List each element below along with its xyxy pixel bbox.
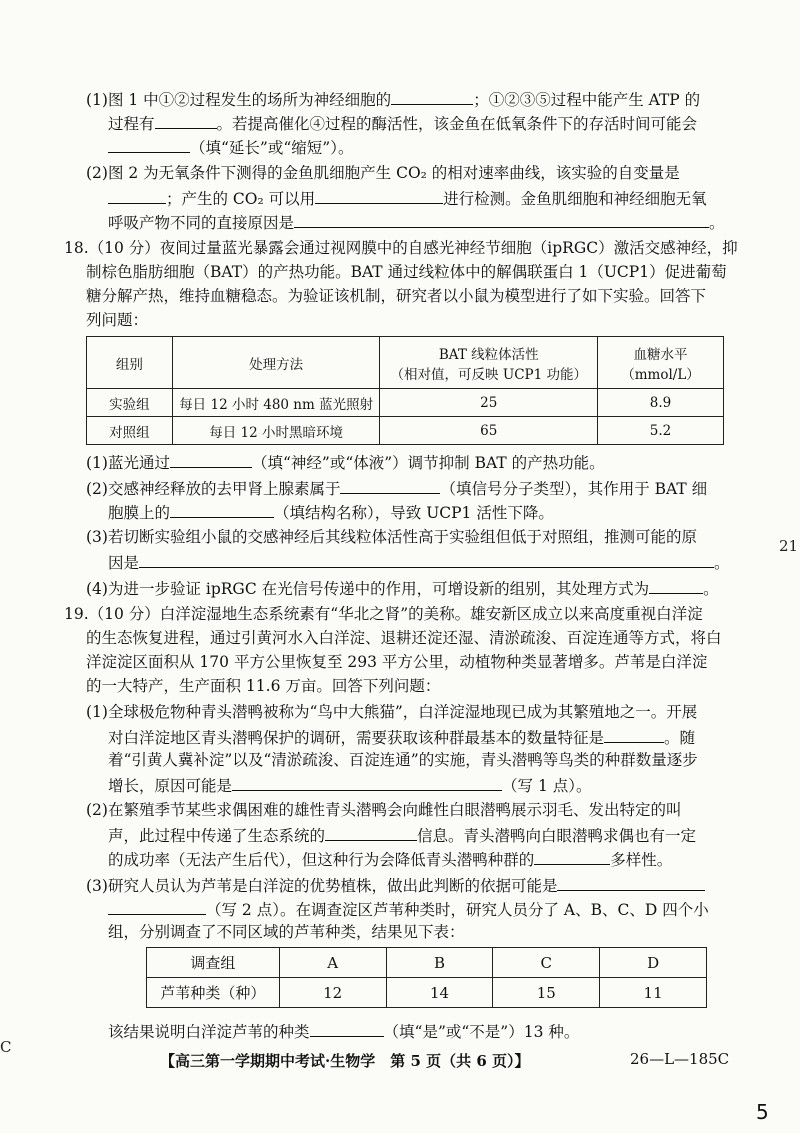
header-survey-group: 调查组 bbox=[147, 948, 280, 978]
answer-blank[interactable] bbox=[534, 848, 610, 865]
page-footer-title: 【高三第一学期期中考试·生物学 第 5 页（共 6 页）】 bbox=[160, 1052, 530, 1070]
answer-blank[interactable] bbox=[232, 774, 502, 791]
q18-intro-line1: 18.（10 分）夜间过量蓝光暴露会通过视网膜中的自感光神经节细胞（ipRGC）激活交感神经，抑 bbox=[64, 239, 738, 257]
q18-intro-line4: 列问题： bbox=[86, 311, 149, 329]
answer-blank[interactable] bbox=[108, 136, 190, 153]
q19-sub1-line3: 着“引黄人冀补淀”以及“清淤疏浚、百淀连通”的实施，青头潜鸭等鸟类的种群数量逐步 bbox=[108, 751, 698, 769]
q18-intro-line3: 糖分解产热，维持血糖稳态。为验证该机制，研究者以小鼠为模型进行了如下实验。回答下 bbox=[86, 287, 707, 305]
q19-intro-line4: 的一大特产，生产面积 11.6 万亩。回答下列问题： bbox=[86, 677, 441, 695]
q19-sub2-line2: 声，此过程中传递了生态系统的 信息。青头潜鸭向白眼潜鸭求偶也有一定 bbox=[108, 824, 696, 846]
q19-sub3-line2: （写 2 点）。在调查淀区芦苇种类时，研究人员分了 A、B、C、D 四个小 bbox=[108, 898, 709, 920]
q18-sub3-line1: (3)若切断实验组小鼠的交感神经后其线粒体活性高于实验组但低于对照组，推测可能的原 bbox=[86, 528, 697, 546]
answer-blank[interactable] bbox=[391, 88, 473, 105]
page-number: 5 bbox=[756, 1100, 769, 1124]
q18-data-table bbox=[86, 336, 724, 445]
cell-method: 每日 12 小时黑暗环境 bbox=[172, 417, 380, 445]
header-bat: BAT 线粒体活性 （相对值，可反映 UCP1 功能） bbox=[380, 337, 598, 389]
answer-blank[interactable] bbox=[108, 898, 206, 915]
header-group-c: C bbox=[493, 948, 600, 978]
q18-sub2-line1: (2)交感神经释放的去甲肾上腺素属于 （填信号分子类型），其作用于 BAT 细 bbox=[86, 477, 707, 499]
header-method: 处理方法 bbox=[172, 337, 380, 389]
q17-part2-line1: (2)图 2 为无氧条件下测得的金鱼肌细胞产生 CO₂ 的相对速率曲线，该实验的自变量是 bbox=[86, 164, 680, 182]
q17-part2-line2: ；产生的 CO₂ 可以用 进行检测。金鱼肌细胞和神经细胞无氧 bbox=[108, 187, 707, 209]
table-row bbox=[87, 389, 724, 417]
q19-intro-line2: 的生态恢复进程，通过引黄河水入白洋淀、退耕还淀还湿、清淤疏浚、百淀连通等方式，将白 bbox=[86, 629, 722, 647]
q17-part1-line3: （填“延长”或“缩短”）。 bbox=[108, 136, 353, 158]
answer-blank[interactable] bbox=[325, 824, 417, 841]
margin-mark-right: 21 bbox=[779, 537, 799, 555]
q17-part1-line1: (1)图 1 中①②过程发生的场所为神经细胞的 ；①②③⑤过程中能产生 ATP 的 bbox=[86, 88, 700, 110]
header-group-a: A bbox=[279, 948, 386, 978]
cell-bat: 65 bbox=[380, 417, 598, 445]
page-footer-code: 26—L—185C bbox=[630, 1050, 730, 1068]
q19-intro-line3: 洋淀淀区面积从 170 平方公里恢复至 293 平方公里，动植物种类显著增多。芦苇是白洋淀 bbox=[86, 653, 708, 671]
header-group: 组别 bbox=[87, 337, 173, 389]
q18-sub2-line2: 胞膜上的 （填结构名称），导致 UCP1 活性下降。 bbox=[108, 501, 554, 523]
table-row bbox=[87, 417, 724, 445]
q19-sub3-conclusion: 该结果说明白洋淀芦苇的种类 （填“是”或“不是”）13 种。 bbox=[108, 1020, 579, 1042]
cell-bat: 25 bbox=[380, 389, 598, 417]
table-header-row bbox=[147, 948, 707, 978]
q19-sub2-line3: 的成功率（无法产生后代），但这种行为会降低青头潜鸭种群的 多样性。 bbox=[108, 848, 672, 870]
q19-sub1-line2: 对白洋淀地区青头潜鸭保护的调研，需要获取该种群最基本的数量特征是 。随 bbox=[108, 726, 695, 748]
answer-blank[interactable] bbox=[139, 551, 714, 568]
cell-value: 14 bbox=[386, 978, 493, 1008]
table-row bbox=[147, 978, 707, 1008]
answer-blank[interactable] bbox=[557, 874, 705, 891]
answer-blank[interactable] bbox=[340, 477, 440, 494]
q18-sub1: (1)蓝光通过 （填“神经”或“体液”）调节抑制 BAT 的产热功能。 bbox=[86, 451, 605, 473]
answer-blank[interactable] bbox=[310, 1020, 384, 1037]
margin-mark-left: C bbox=[0, 1038, 12, 1056]
q19-reed-table bbox=[146, 947, 707, 1008]
answer-blank[interactable] bbox=[155, 112, 217, 129]
answer-blank[interactable] bbox=[294, 211, 709, 228]
q19-sub1-line1: (1)全球极危物种青头潜鸭被称为“鸟中大熊猫”，白洋淀湿地现已成为其繁殖地之一。开展 bbox=[86, 703, 698, 721]
q18-sub4: (4)为进一步验证 ipRGC 在光信号传递中的作用，可增设新的组别，其处理方式为 。 bbox=[86, 577, 719, 599]
header-group-d: D bbox=[600, 948, 707, 978]
q17-part1-line2: 过程有 。若提高催化④过程的酶活性，该金鱼在低氧条件下的存活时间可能会 bbox=[108, 112, 697, 134]
cell-glucose: 8.9 bbox=[598, 389, 724, 417]
answer-blank[interactable] bbox=[315, 187, 443, 204]
answer-blank[interactable] bbox=[170, 501, 274, 518]
cell-glucose: 5.2 bbox=[598, 417, 724, 445]
table-header-row bbox=[87, 337, 724, 389]
q19-sub2-line1: (2)在繁殖季节某些求偶困难的雄性青头潜鸭会向雌性白眼潜鸭展示羽毛、发出特定的叫 bbox=[86, 801, 682, 819]
cell-value: 12 bbox=[279, 978, 386, 1008]
header-glucose: 血糖水平 （mmol/L） bbox=[598, 337, 724, 389]
cell-method: 每日 12 小时 480 nm 蓝光照射 bbox=[172, 389, 380, 417]
cell-value: 15 bbox=[493, 978, 600, 1008]
cell-group: 对照组 bbox=[87, 417, 173, 445]
answer-blank[interactable] bbox=[170, 451, 252, 468]
q19-sub3-line1: (3)研究人员认为芦苇是白洋淀的优势植株，做出此判断的依据可能是 bbox=[86, 874, 705, 896]
q19-intro-line1: 19.（10 分）白洋淀湿地生态系统素有“华北之肾”的美称。雄安新区成立以来高度重视白洋淀 bbox=[64, 605, 703, 623]
row-label-species: 芦苇种类（种） bbox=[147, 978, 280, 1008]
answer-blank[interactable] bbox=[649, 577, 703, 594]
q19-sub3-line3: 组，分别调查了不同区域的芦苇种类，结果见下表： bbox=[108, 923, 465, 941]
header-group-b: B bbox=[386, 948, 493, 978]
q18-intro-line2: 制棕色脂肪细胞（BAT）的产热功能。BAT 通过线粒体中的解偶联蛋白 1（UCP1）促进葡萄 bbox=[86, 263, 727, 281]
cell-value: 11 bbox=[600, 978, 707, 1008]
answer-blank[interactable] bbox=[604, 726, 664, 743]
q17-part2-line3: 呼吸产物不同的直接原因是 。 bbox=[108, 211, 725, 233]
cell-group: 实验组 bbox=[87, 389, 173, 417]
q18-sub3-line2: 因是 。 bbox=[108, 551, 730, 573]
answer-blank[interactable] bbox=[108, 187, 166, 204]
q19-sub1-line4: 增长，原因可能是 （写 1 点）。 bbox=[108, 774, 591, 796]
